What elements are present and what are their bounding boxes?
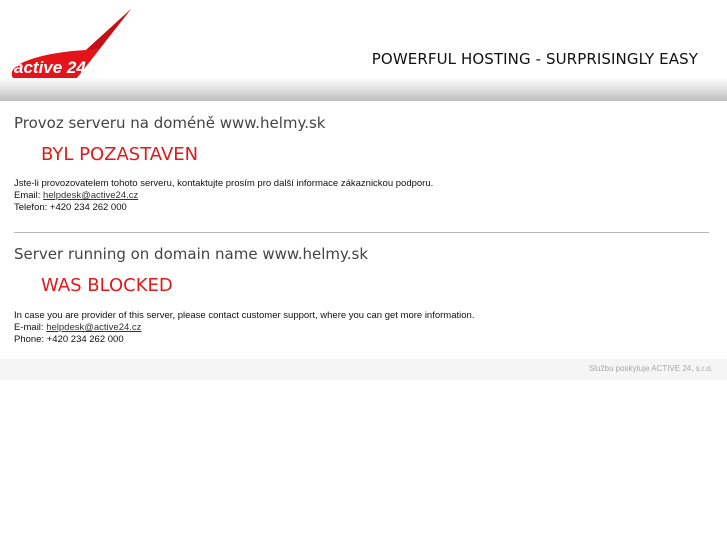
english-notice: [14, 245, 714, 263]
czech-status: BYL POZASTAVEN: [41, 144, 199, 165]
czech-info: [14, 178, 714, 214]
english-phone: Phone: +420 234 262 000: [14, 334, 124, 345]
english-email-link[interactable]: helpdesk@active24.cz: [46, 322, 142, 333]
czech-message: Jste-li provozovatelem tohoto serveru, kontaktujte prosím pro další informace zákaznickou podporu.: [14, 178, 434, 189]
czech-notice: [14, 114, 714, 132]
czech-title: Provoz serveru na doméně www.helmy.sk: [14, 114, 326, 132]
header-gradient-bar: [0, 78, 727, 101]
english-info: [14, 310, 714, 346]
logo-wordmark: active 24: [14, 58, 86, 77]
english-message: In case you are provider of this server, please contact customer support, where you can get more information.: [14, 310, 475, 321]
english-status: WAS BLOCKED: [41, 275, 173, 296]
czech-email-label: Email:: [14, 190, 44, 201]
page-header: [0, 0, 727, 101]
czech-email-link[interactable]: helpdesk@active24.cz: [43, 190, 139, 201]
czech-phone: Telefon: +420 234 262 000: [14, 202, 127, 213]
english-title: Server running on domain name www.helmy.sk: [14, 245, 369, 263]
czech-status-wrap: [14, 144, 714, 165]
czech-email-line: [14, 190, 714, 202]
english-status-wrap: [14, 275, 714, 296]
english-email-line: [14, 322, 714, 334]
section-divider: [14, 232, 709, 233]
english-email-label: E-mail:: [14, 322, 47, 333]
page-footer: [0, 359, 727, 380]
footer-text: Službu poskytuje ACTIVE 24, s.r.o.: [588, 364, 713, 373]
tagline: POWERFUL HOSTING - SURPRISINGLY EASY: [371, 50, 698, 68]
